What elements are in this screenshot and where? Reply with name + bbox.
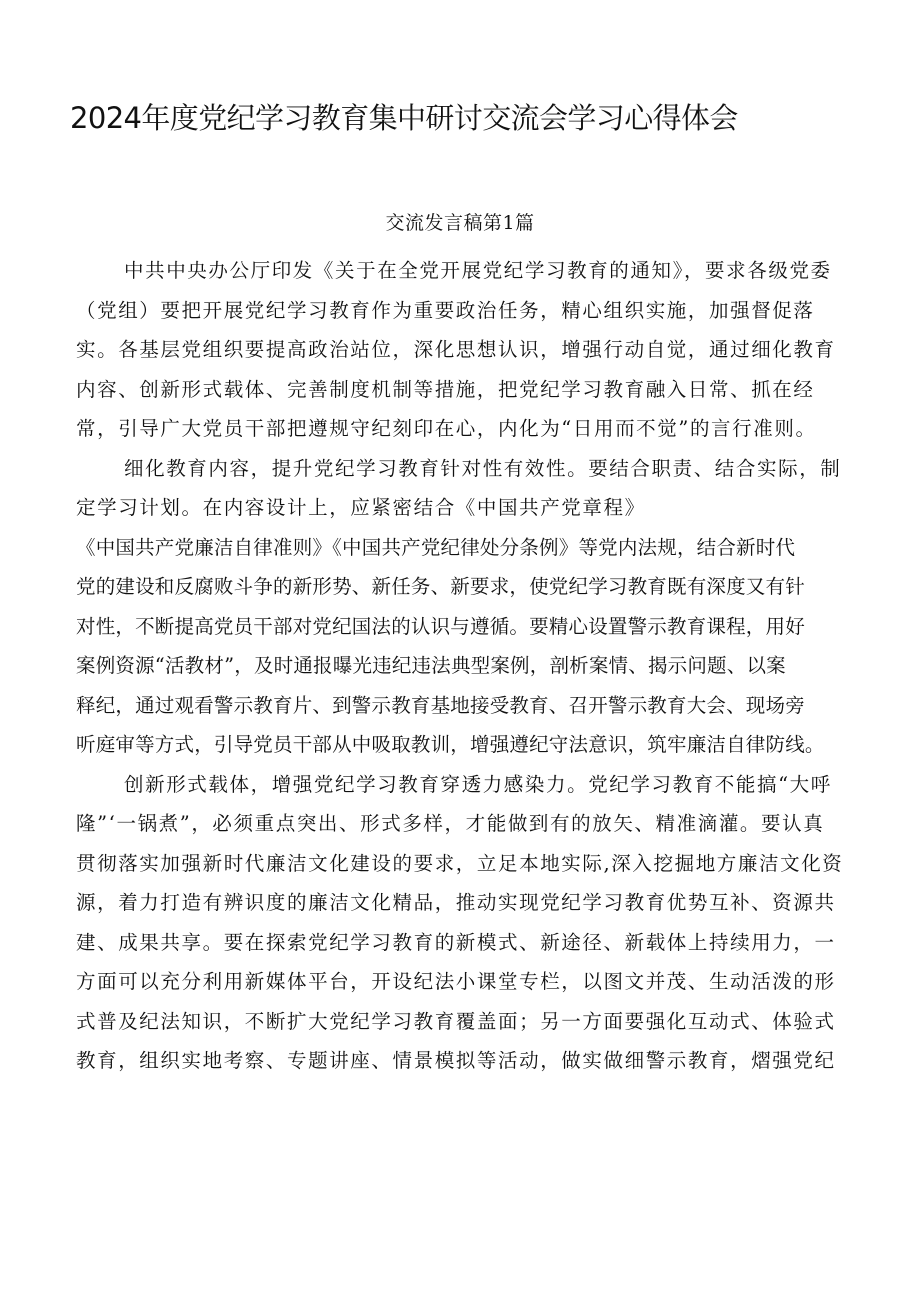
document-title: 2024年度党纪学习教育集中研讨交流会学习心得体会 bbox=[70, 101, 738, 135]
text-line: 案例资源“活教材”，及时通报曝光违纪违法典型案例，剖析案情、揭示问题、以案 bbox=[76, 654, 786, 677]
text-line: 教育，组织实地考察、专题讲座、情景模拟等活动，做实做细警示教育，熠强党纪 bbox=[76, 1049, 836, 1072]
text-line: 建、成果共享。要在探索党纪学习教育的新模式、新途径、新载体上持续用力，一 bbox=[76, 930, 836, 954]
text-line: 听庭审等方式，引导党员干部从中吸取教训，增强遵纪守法意识，筑牢廉洁自律防线。 bbox=[76, 733, 825, 756]
text-line: 对性，不断提高党员干部对党纪国法的认识与遵循。要精心设置警示教育课程，用好 bbox=[76, 614, 805, 638]
text-line: 源，着力打造有辨识度的廉洁文化精品，推动实现党纪学习教育优势互补、资源共 bbox=[76, 891, 836, 914]
text-line: 式普及纪法知识，不断扩大党纪学习教育覆盖面；另一方面要强化互动式、体验式 bbox=[76, 1009, 836, 1033]
text-line: （党组）要把开展党纪学习教育作为重要政治任务，精心组织实施，加强督促落 bbox=[76, 298, 815, 322]
text-line: 常，引导广大党员干部把遵规守纪刻印在心，内化为“日用而不觉”的言行准则。 bbox=[76, 417, 817, 440]
text-line: 贯彻落实加强新时代廉洁文化建设的要求，立足本地实际,深入挖掘地方廉洁文化资 bbox=[76, 851, 844, 875]
text-line: 实。各基层党组织要提高政治站位，深化思想认识，增强行动自觉，通过细化教育 bbox=[76, 338, 836, 361]
text-line: 内容、创新形式载体、完善制度机制等措施，把党纪学习教育融入日常、抓在经 bbox=[76, 377, 815, 401]
text-line: 中共中央办公厅印发《关于在全党开展党纪学习教育的通知》，要求各级党委 bbox=[124, 259, 832, 282]
text-line: 隆”‘一锅煮”，必须重点突出、形式多样，才能做到有的放矢、精准滴灌。要认真 bbox=[76, 812, 825, 835]
section-subtitle: 交流发言稿第1篇 bbox=[385, 212, 535, 234]
text-line: 方面可以充分利用新媒体平台，开设纪法小课堂专栏，以图文并茂、生动活泼的形 bbox=[76, 970, 836, 993]
text-line: 释纪，通过观看警示教育片、到警示教育基地接受教育、召开警示教育大会、现场旁 bbox=[76, 693, 805, 717]
text-line: 党的建设和反腐败斗争的新形势、新任务、新要求，使党纪学习教育既有深度又有针 bbox=[76, 575, 805, 598]
text-line: 创新形式载体，增强党纪学习教育穿透力感染力。党纪学习教育不能搞“大呼 bbox=[124, 772, 832, 796]
text-line: 定学习计划。在内容设计上，应紧密结合《中国共产党章程》 bbox=[76, 496, 646, 519]
document-body bbox=[76, 251, 876, 1081]
text-line: 《中国共产党廉洁自律准则》《中国共产党纪律处分条例》等党内法规，结合新时代 bbox=[76, 535, 796, 559]
text-line: 细化教育内容，提升党纪学习教育针对性有效性。要结合职责、结合实际，制 bbox=[124, 456, 842, 480]
